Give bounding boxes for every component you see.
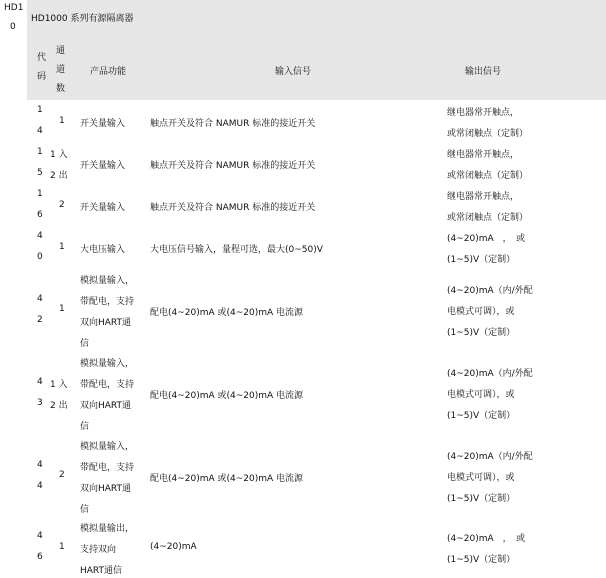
row-code: 1 <box>37 147 43 157</box>
row-input: 配电(4~20)mA 或(4~20)mA 电流源 <box>150 391 304 401</box>
table-title: HD1000 系列有源隔离器 <box>31 14 134 24</box>
row-function: 带配电，支持 <box>80 380 135 390</box>
row-channels: 2 <box>59 200 65 210</box>
row-function: 双向HART通 <box>80 484 132 494</box>
row-input: 配电(4~20)mA 或(4~20)mA 电流源 <box>150 474 304 484</box>
row-input: 触点开关及符合 NAMUR 标准的接近开关 <box>150 119 316 129</box>
header-channels-char: 道 <box>56 65 66 75</box>
row-function: 信 <box>80 505 90 515</box>
row-function: 双向HART通 <box>80 401 132 411</box>
table-header-row <box>27 40 606 100</box>
row-code: 4 <box>37 126 43 136</box>
table-row <box>0 227 606 269</box>
row-input: 配电(4~20)mA 或(4~20)mA 电流源 <box>150 308 304 318</box>
row-function: 支持双向 <box>80 545 117 555</box>
row-channels: 1 入 <box>50 380 68 390</box>
row-output: 或常闭触点（定制） <box>447 213 529 223</box>
row-channels: 1 入 <box>50 150 68 160</box>
row-code: 4 <box>37 294 43 304</box>
row-function: 开关量输入 <box>80 161 126 171</box>
row-function: 大电压输入 <box>80 245 126 255</box>
row-code: 4 <box>37 531 43 541</box>
row-channels: 2 出 <box>50 171 68 181</box>
table-row <box>0 143 606 185</box>
table-row <box>0 269 606 352</box>
row-code: 4 <box>37 231 43 241</box>
header-function: 产品功能 <box>90 67 127 77</box>
row-channels: 1 <box>59 542 65 552</box>
row-output: 继电器常开触点， <box>447 150 520 160</box>
row-code: 2 <box>37 315 43 325</box>
row-output: (1~5)V（定制） <box>447 411 516 421</box>
row-channels: 2 <box>59 470 65 480</box>
row-channels: 1 <box>59 304 65 314</box>
row-code: 6 <box>37 210 43 220</box>
row-output: (4~20)mA（内/外配 <box>447 286 533 296</box>
row-function: 模拟量输入， <box>80 442 135 452</box>
row-function: 开关量输入 <box>80 203 126 213</box>
row-function: 信 <box>80 339 90 349</box>
row-output: 电模式可调），或 <box>447 390 515 400</box>
corner-line-1: HD1 <box>4 3 24 13</box>
row-code: 4 <box>37 377 43 387</box>
row-output: 继电器常开触点， <box>447 192 520 202</box>
row-output: 或常闭触点（定制） <box>447 171 529 181</box>
row-function: 信 <box>80 422 90 432</box>
row-output: (4~20)mA ， 或 <box>447 534 526 544</box>
row-input: 大电压信号输入，量程可选，最大(0~50)V <box>150 245 323 255</box>
row-output: 电模式可调），或 <box>447 307 515 317</box>
table-row <box>0 435 606 518</box>
row-channels: 1 <box>59 242 65 252</box>
row-input: 触点开关及符合 NAMUR 标准的接近开关 <box>150 161 316 171</box>
row-code: 0 <box>37 252 43 262</box>
row-channels: 2 出 <box>50 401 68 411</box>
row-code: 6 <box>37 552 43 562</box>
row-output: (4~20)mA（内/外配 <box>447 369 533 379</box>
row-output: (4~20)mA（内/外配 <box>447 452 533 462</box>
row-function: 模拟量输出， <box>80 524 135 534</box>
row-output: 或常闭触点（定制） <box>447 129 529 139</box>
row-code: 5 <box>37 168 43 178</box>
header-code-char: 代 <box>37 53 47 63</box>
row-function: 开关量输入 <box>80 119 126 129</box>
row-code: 1 <box>37 105 43 115</box>
table-row <box>0 101 606 143</box>
header-input: 输入信号 <box>275 67 312 77</box>
table-row <box>0 518 606 578</box>
row-function: 模拟量输入， <box>80 276 135 286</box>
corner-line-2: 0 <box>10 22 16 32</box>
row-input: 触点开关及符合 NAMUR 标准的接近开关 <box>150 203 316 213</box>
row-output: (1~5)V（定制） <box>447 328 516 338</box>
row-code: 4 <box>37 460 43 470</box>
row-output: (1~5)V（定制） <box>447 494 516 504</box>
row-output: (1~5)V（定制） <box>447 255 516 265</box>
row-code: 3 <box>37 398 43 408</box>
table-row <box>0 185 606 227</box>
row-code: 1 <box>37 189 43 199</box>
row-function: 双向HART通 <box>80 318 132 328</box>
table-row <box>0 352 606 435</box>
row-function: 模拟量输入， <box>80 359 135 369</box>
row-function: 带配电，支持 <box>80 297 135 307</box>
header-code-char: 码 <box>37 72 47 82</box>
row-code: 4 <box>37 481 43 491</box>
header-channels-char: 数 <box>56 84 66 94</box>
row-function: HART通信 <box>80 566 123 576</box>
row-channels: 1 <box>59 116 65 126</box>
corner-label <box>0 0 27 40</box>
header-channels-char: 通 <box>56 46 66 56</box>
row-input: (4~20)mA <box>150 542 197 552</box>
row-output: (4~20)mA ， 或 <box>447 234 526 244</box>
row-function: 带配电，支持 <box>80 463 135 473</box>
row-output: (1~5)V（定制） <box>447 555 516 565</box>
header-output: 输出信号 <box>465 67 502 77</box>
row-output: 继电器常开触点， <box>447 108 520 118</box>
row-output: 电模式可调），或 <box>447 473 515 483</box>
title-bar <box>27 0 606 40</box>
